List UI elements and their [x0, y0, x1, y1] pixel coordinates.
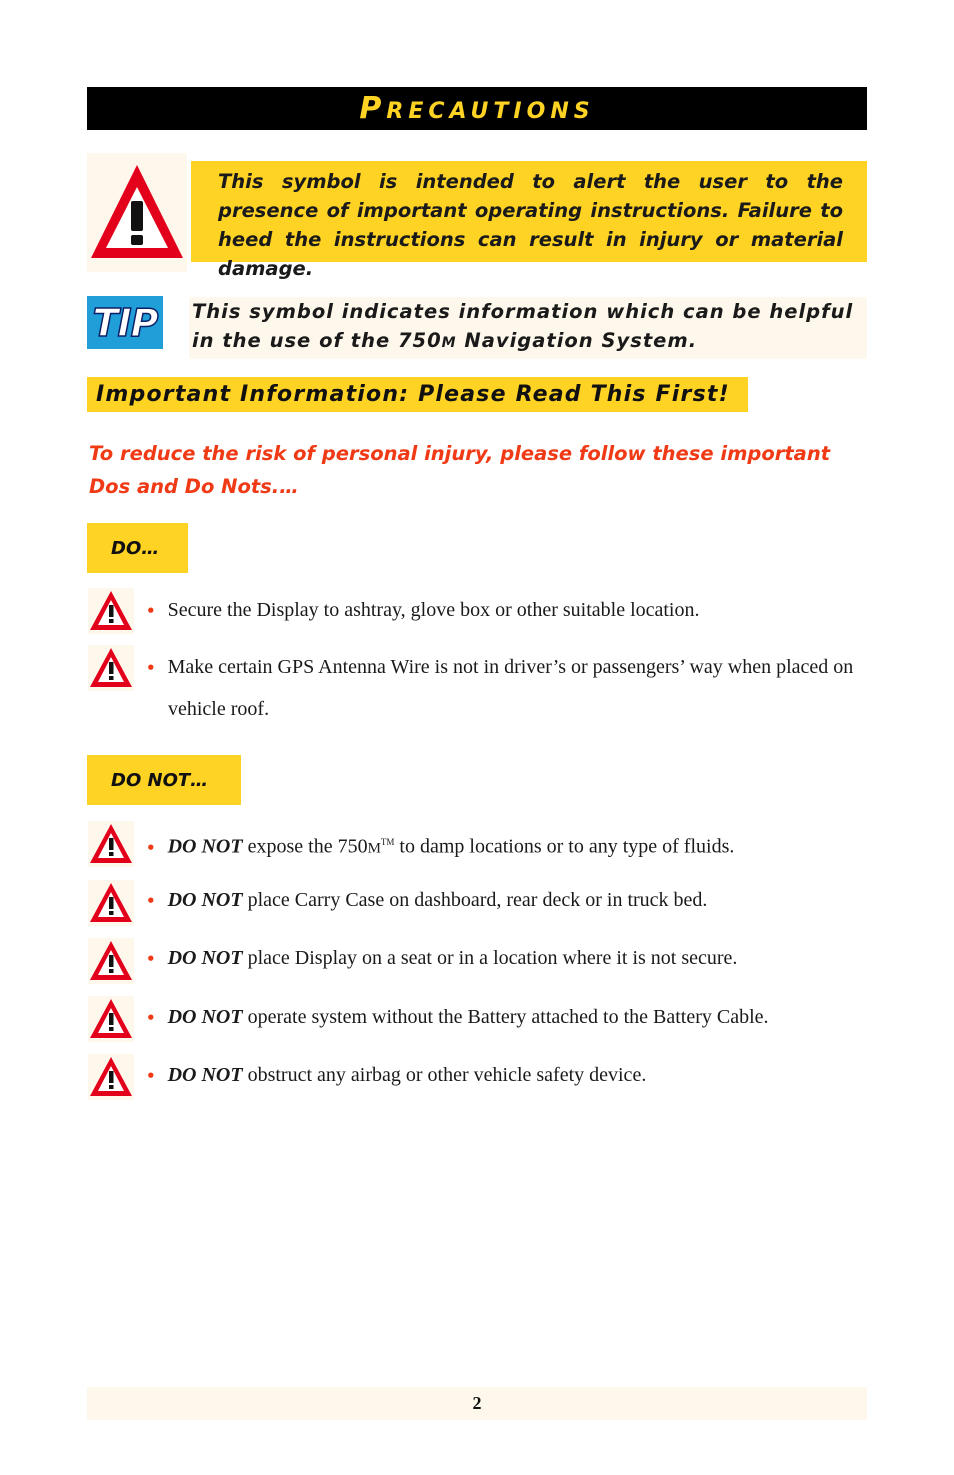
bullet: • — [146, 1009, 156, 1027]
warning-icon — [88, 645, 134, 691]
tip-note-text — [192, 297, 867, 358]
warning-icon — [87, 153, 187, 272]
bullet: • — [146, 659, 156, 677]
list-item-text: Make certain GPS Antenna Wire is not in driver’s or passengers’ way when placed on vehicle roof. — [167, 656, 854, 720]
warning-icon — [88, 821, 134, 867]
warning-icon — [88, 996, 134, 1042]
do-label — [87, 523, 188, 573]
list-item-text: Secure the Display to ashtray, glove box or other suitable location. — [167, 599, 700, 621]
bullet: • — [146, 602, 156, 620]
warning-icon — [88, 938, 134, 984]
footer — [87, 1387, 867, 1420]
page-number: 2 — [472, 1393, 482, 1413]
list-item-text: expose the 750 — [242, 835, 368, 858]
do-not-prefix: DO NOT — [167, 1006, 243, 1028]
warning-icon — [88, 880, 134, 926]
list-item — [146, 822, 866, 870]
do-not-label-text: DO NOT… — [111, 769, 209, 791]
title-bar — [87, 87, 867, 130]
do-label-text: DO… — [111, 537, 160, 559]
bullet: • — [146, 950, 156, 968]
do-not-prefix: DO NOT — [167, 1064, 243, 1086]
page-title: PRECAUTIONS — [359, 91, 595, 126]
do-not-prefix: DO NOT — [167, 835, 243, 858]
list-item — [146, 590, 866, 632]
do-not-prefix: DO NOT — [167, 889, 243, 911]
do-not-label — [87, 755, 241, 805]
tip-icon-label: TIP — [92, 300, 158, 345]
trademark-mark: TM — [380, 837, 395, 847]
tip-note — [189, 297, 867, 359]
intro-text: To reduce the risk of personal injury, please follow these important Dos and Do Nots.… — [89, 442, 831, 498]
tip-text-model-suffix: M — [441, 335, 457, 351]
list-item — [146, 647, 866, 730]
list-item — [146, 938, 866, 980]
do-not-prefix: DO NOT — [167, 947, 243, 969]
list-item-text-end: to damp locations or to any type of fluids. — [394, 835, 735, 858]
bullet: • — [146, 838, 156, 857]
warning-note — [191, 161, 867, 280]
list-item — [146, 997, 866, 1039]
bullet: • — [146, 1067, 156, 1085]
tip-text-end: Navigation System. — [456, 329, 698, 352]
model-suffix: M — [367, 840, 381, 857]
warning-note-text: This symbol is intended to alert the user to the presence of important operating instructions. Failure to heed the instructions can result in injury or material damage. — [218, 170, 843, 280]
warning-icon — [88, 588, 134, 634]
list-item-text: place Carry Case on dashboard, rear deck or in truck bed. — [242, 889, 708, 911]
list-item — [146, 1055, 866, 1097]
bullet: • — [146, 892, 156, 910]
warning-icon — [88, 1054, 134, 1100]
list-item-text: operate system without the Battery attached to the Battery Cable. — [242, 1006, 769, 1028]
list-item-text: place Display on a seat or in a location where it is not secure. — [242, 947, 738, 969]
important-heading — [87, 377, 748, 412]
tip-icon — [87, 296, 163, 349]
tip-text-main: This symbol indicates information which can be helpful in the use of the 750 — [192, 300, 854, 352]
list-item-text: obstruct any airbag or other vehicle safety device. — [242, 1064, 647, 1086]
important-heading-text: Important Information: Please Read This First! — [96, 382, 730, 407]
list-item — [146, 880, 866, 922]
